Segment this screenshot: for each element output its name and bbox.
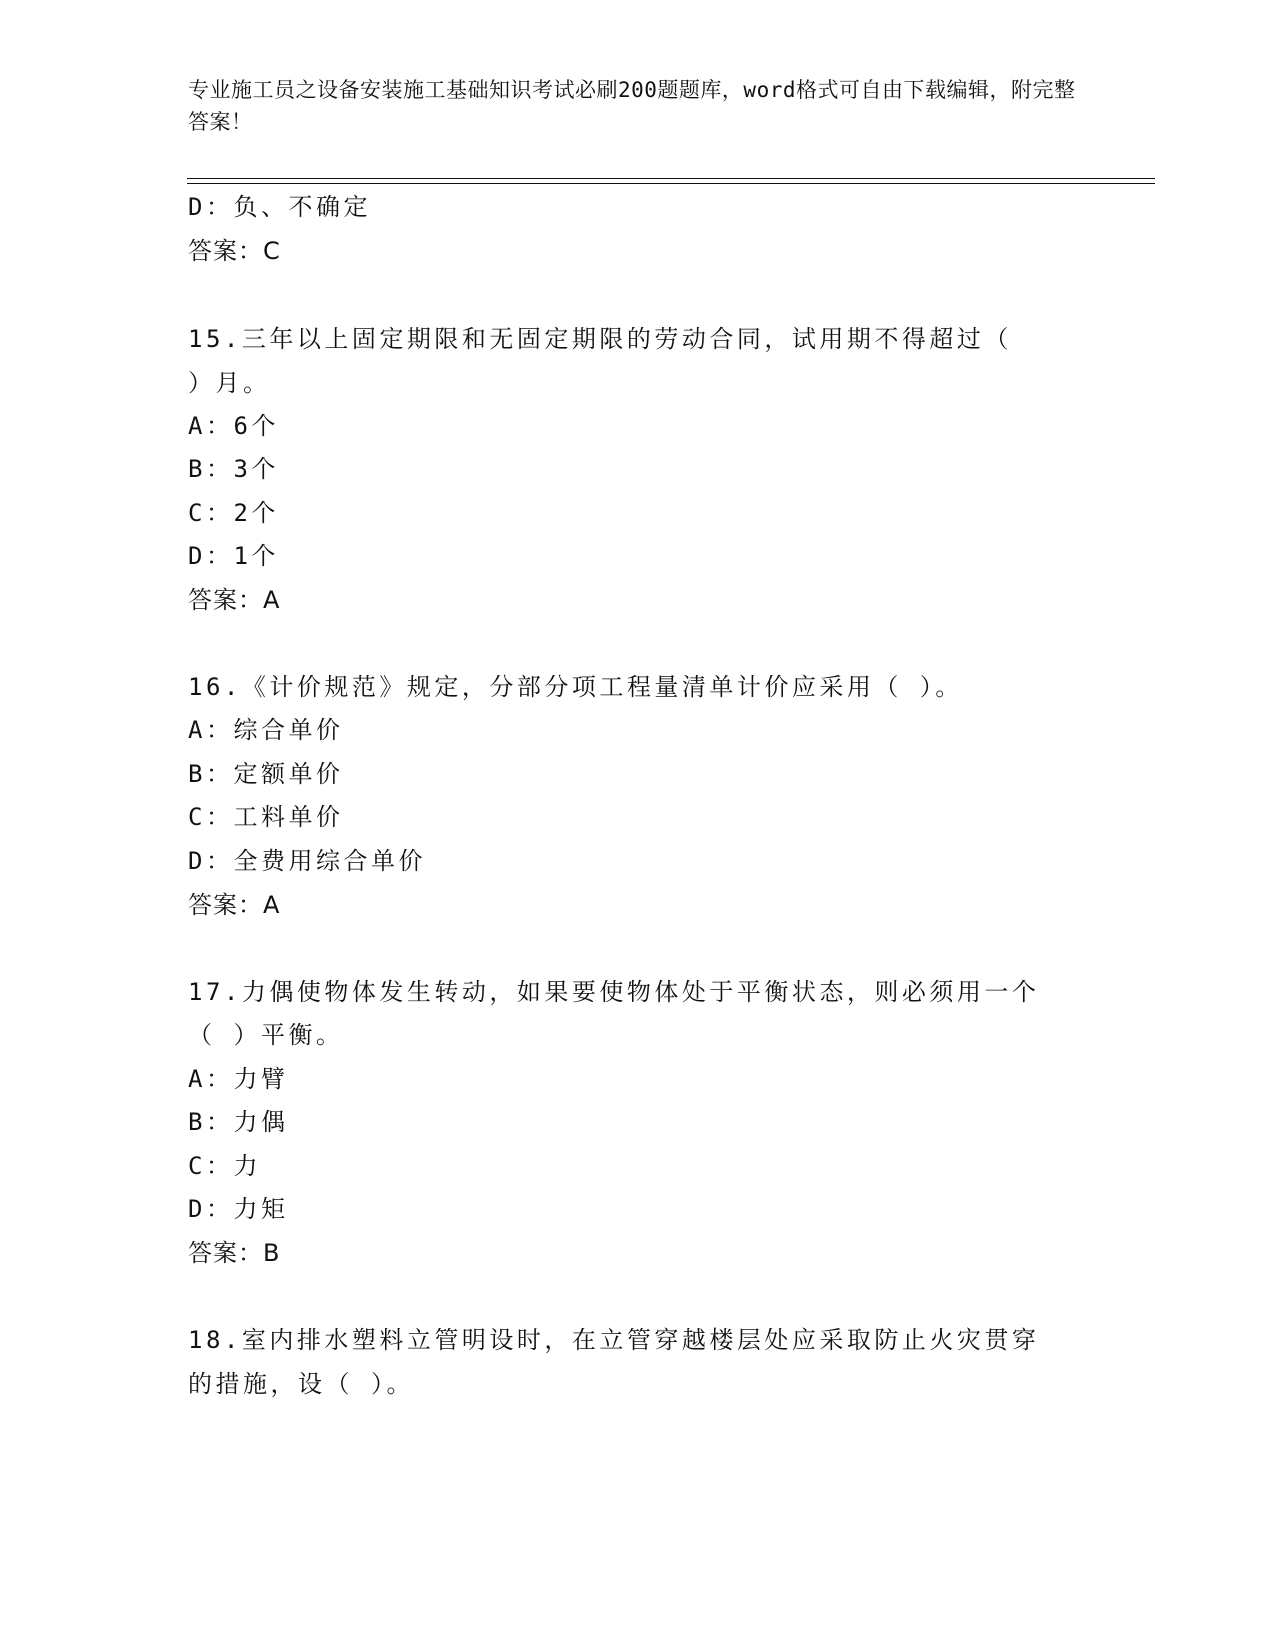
q14-option-d: D：负、不确定 bbox=[188, 193, 371, 221]
q17-option-a: A：力臂 bbox=[188, 1065, 289, 1093]
q17-option-d: D：力矩 bbox=[188, 1195, 289, 1223]
q16-question-line1: 16.《计价规范》规定，分部分项工程量清单计价应采用（ ）。 bbox=[188, 673, 963, 701]
q18-question-line1: 18.室内排水塑料立管明设时，在立管穿越楼层处应采取防止火灾贯穿 bbox=[188, 1326, 1040, 1354]
q16-option-c: C：工料单价 bbox=[188, 803, 344, 831]
q17-option-c: C：力 bbox=[188, 1152, 261, 1180]
q17-answer: 答案：B bbox=[188, 1239, 281, 1267]
q16-answer: 答案：A bbox=[188, 891, 281, 919]
header-rule-bottom bbox=[187, 183, 1155, 184]
q15-option-d: D：1个 bbox=[188, 542, 279, 570]
q15-question-line1: 15.三年以上固定期限和无固定期限的劳动合同，试用期不得超过（ bbox=[188, 325, 1012, 353]
q17-option-b: B：力偶 bbox=[188, 1108, 289, 1136]
q17-question-line1: 17.力偶使物体发生转动，如果要使物体处于平衡状态，则必须用一个 bbox=[188, 978, 1040, 1006]
q18-question-line2: 的措施，设（ ）。 bbox=[188, 1370, 414, 1398]
q16-option-d: D：全费用综合单价 bbox=[188, 847, 426, 875]
q15-answer: 答案：A bbox=[188, 586, 281, 614]
q16-option-b: B：定额单价 bbox=[188, 760, 344, 788]
q15-option-b: B：3个 bbox=[188, 455, 279, 483]
q15-question-line2: ）月。 bbox=[188, 369, 271, 397]
q14-answer: 答案：C bbox=[188, 237, 281, 265]
document-header: 专业施工员之设备安装施工基础知识考试必刷200题题库，word格式可自由下载编辑，附完整答案！ bbox=[188, 78, 1076, 134]
header-rule-top bbox=[187, 178, 1155, 179]
q15-option-a: A：6个 bbox=[188, 412, 279, 440]
q16-option-a: A：综合单价 bbox=[188, 716, 344, 744]
q17-question-line2: （ ）平衡。 bbox=[188, 1021, 344, 1049]
q15-option-c: C：2个 bbox=[188, 499, 279, 527]
